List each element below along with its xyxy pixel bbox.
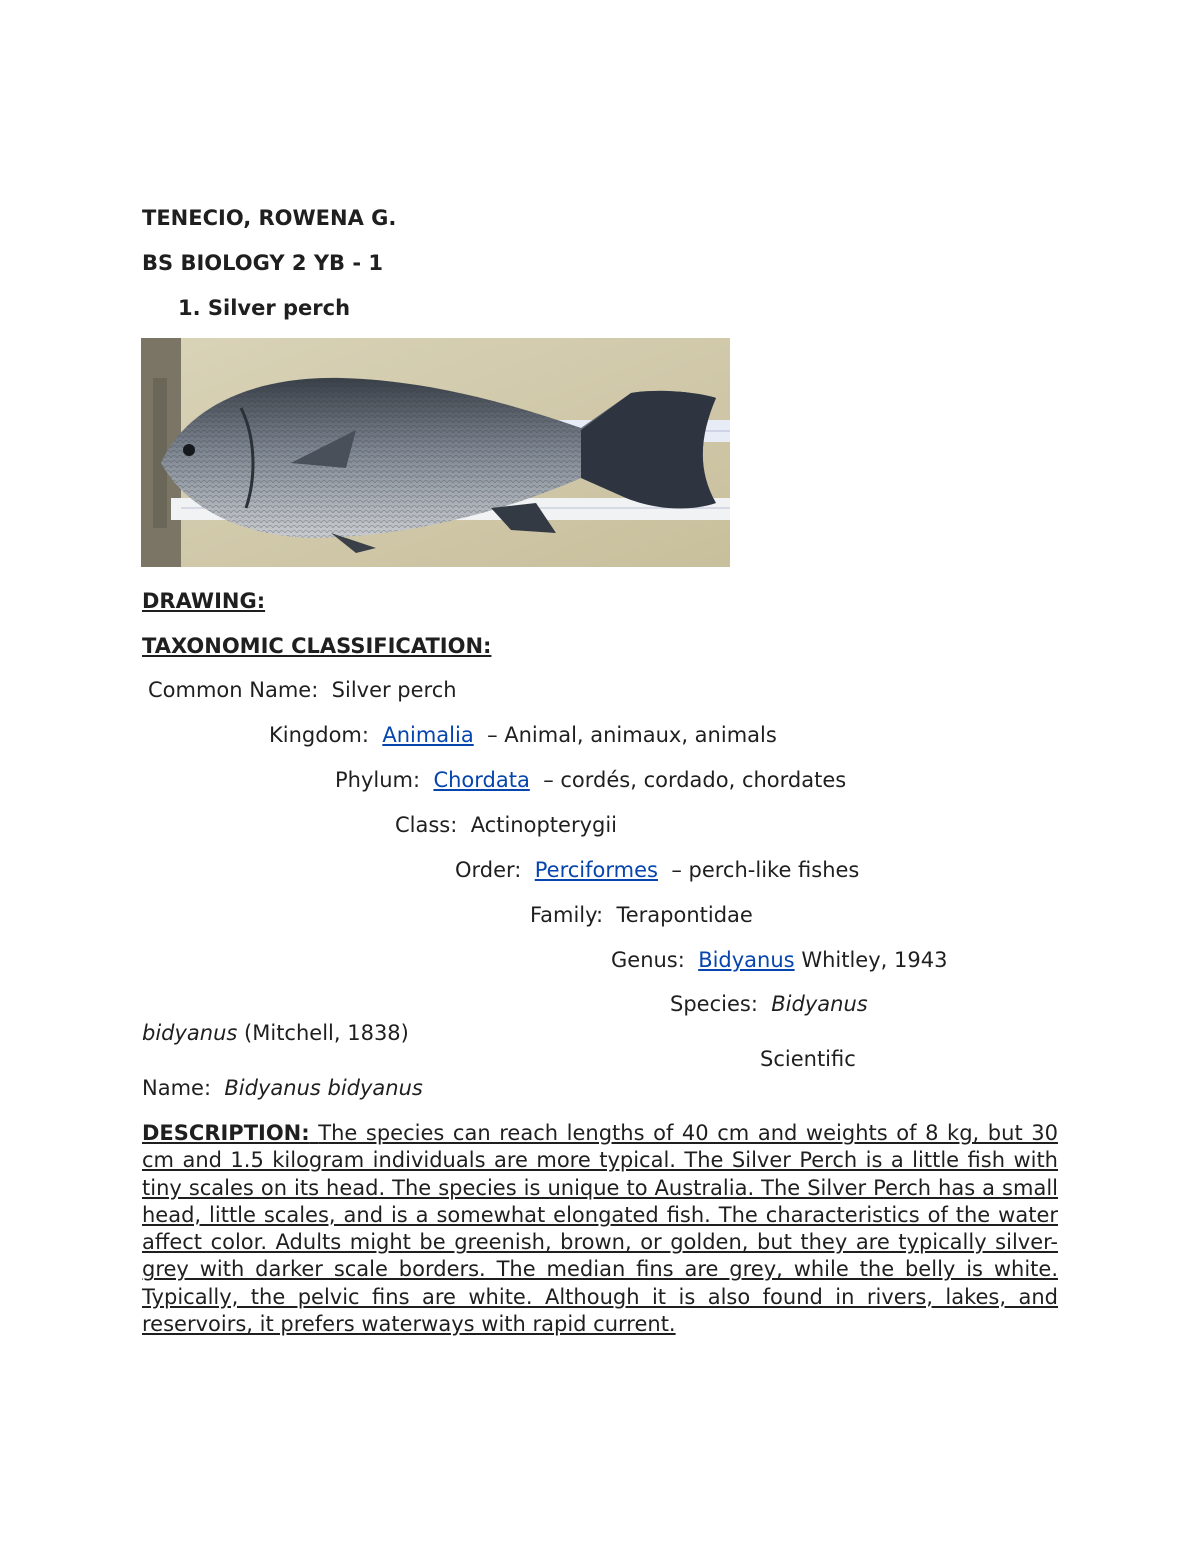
species-epithet: bidyanus (142, 1021, 238, 1045)
kingdom-label: Kingdom: (269, 723, 369, 747)
phylum-row (335, 767, 846, 793)
silver-perch-image (141, 338, 730, 567)
genus-row (611, 947, 947, 973)
description-text: The species can reach lengths of 40 cm and weights of 8 kg, but 30 cm and 1.5 kilogram individuals are more typical. The Silver Perch is a little fish with tiny scales on its head. The species is unique to Australia. The Silver Perch has a small head, little scales, and is a somewhat elongated fish. The characteristics of the water affect color. Adults might be greenish, brown, or golden, but they are typically silver-grey with darker scale borders. The median fins are grey, while the belly is white. Typically, the pelvic fins are white. Although it is also found in rivers, lakes, and reservoirs, it prefers waterways with rapid current. (142, 1121, 1058, 1337)
order-common-names: – perch-like fishes (671, 858, 860, 882)
scientific-name-label-part2: Name: (142, 1076, 212, 1100)
common-name-label: Common Name: (148, 678, 319, 702)
fish-photo (141, 338, 730, 567)
family-row (530, 902, 753, 928)
phylum-link[interactable]: Chordata (433, 768, 530, 792)
taxonomic-heading: TAXONOMIC CLASSIFICATION: (142, 634, 492, 658)
class-value: Actinopterygii (470, 813, 618, 837)
description-paragraph (142, 1120, 1058, 1338)
order-label: Order: (455, 858, 522, 882)
order-link[interactable]: Perciformes (534, 858, 658, 882)
genus-authority: Whitley, 1943 (801, 948, 948, 972)
genus-link[interactable]: Bidyanus (698, 948, 795, 972)
item-title: Silver perch (207, 296, 351, 320)
drawing-heading: DRAWING: (142, 589, 266, 613)
common-name-row (148, 677, 457, 703)
common-name-value: Silver perch (331, 678, 457, 702)
kingdom-common-names: – Animal, animaux, animals (487, 723, 777, 747)
kingdom-link[interactable]: Animalia (382, 723, 474, 747)
species-authority: (Mitchell, 1838) (244, 1021, 409, 1045)
order-row (455, 857, 859, 883)
description-label: DESCRIPTION: (142, 1121, 310, 1145)
species-label: Species: (670, 992, 758, 1016)
species-row-continued (142, 1020, 409, 1046)
family-value: Terapontidae (616, 903, 753, 927)
species-genus: Bidyanus (771, 992, 868, 1016)
item-number: 1. (178, 296, 201, 320)
class-label: Class: (395, 813, 458, 837)
student-name: TENECIO, ROWENA G. (142, 206, 397, 230)
phylum-label: Phylum: (335, 768, 421, 792)
kingdom-row (269, 722, 777, 748)
scientific-name-row (142, 1075, 423, 1101)
species-row (670, 991, 868, 1017)
course-section: BS BIOLOGY 2 YB - 1 (142, 251, 383, 275)
genus-label: Genus: (611, 948, 685, 972)
scientific-name-label-part1: Scientific (760, 1047, 856, 1071)
item-heading (178, 295, 350, 321)
family-label: Family: (530, 903, 604, 927)
class-row (395, 812, 617, 838)
phylum-common-names: – cordés, cordado, chordates (543, 768, 847, 792)
scientific-name-value: Bidyanus bidyanus (224, 1076, 423, 1100)
